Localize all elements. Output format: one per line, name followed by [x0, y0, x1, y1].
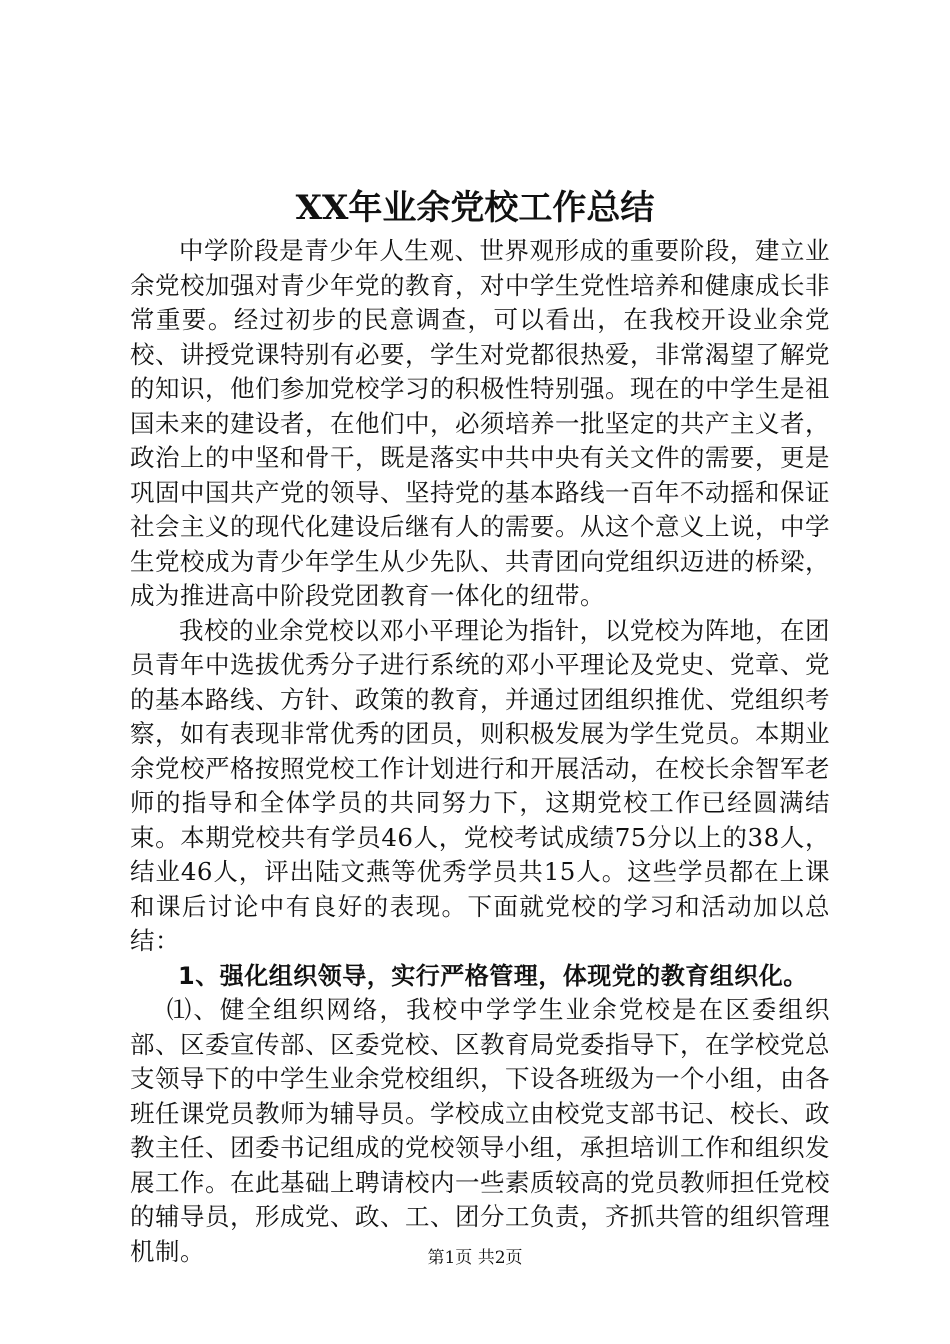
document-body: [130, 234, 830, 1269]
document-title: XX年业余党校工作总结: [295, 188, 655, 228]
page-footer: 第1页 共2页: [427, 1248, 523, 1268]
paragraph-organization: ⑴、健全组织网络，我校中学学生业余党校是在区委组织部、区委宣传部、区委党校、区教育局党委指导下，在学校党总支领导下的中学生业余党校组织，下设各班级为一个小组，由各班任课党员教师为辅导员。学校成立由校党支部书记、校长、政教主任、团委书记组成的党校领导小组，承担培训工作和组织发展工作。在此基础上聘请校内一些素质较高的党员教师担任党校的辅导员，形成党、政、工、团分工负责，齐抓共管的组织管理机制。: [130, 995, 830, 1266]
section-heading: 1、强化组织领导，实行严格管理，体现党的教育组织化。: [178, 961, 808, 990]
paragraph-overview: 我校的业余党校以邓小平理论为指针，以党校为阵地，在团员青年中选拔优秀分子进行系统的邓小平理论及党史、党章、党的基本路线、方针、政策的教育，并通过团组织推优、党组织考察，如有表现非常优秀的团员，则积极发展为学生党员。本期业余党校严格按照党校工作计划进行和开展活动，在校长余智军老师的指导和全体学员的共同努力下，这期党校工作已经圆满结束。本期党校共有学员46人，党校考试成绩75分以上的38人，结业46人，评出陆文燕等优秀学员共15人。这些学员都在上课和课后讨论中有良好的表现。下面就党校的学习和活动加以总结：: [130, 615, 830, 955]
paragraph-intro: 中学阶段是青少年人生观、世界观形成的重要阶段，建立业余党校加强对青少年党的教育，对中学生党性培养和健康成长非常重要。经过初步的民意调查，可以看出，在我校开设业余党校、讲授党课特别有必要，学生对党都很热爱，非常渴望了解党的知识，他们参加党校学习的积极性特别强。现在的中学生是祖国未来的建设者，在他们中，必须培养一批坚定的共产主义者，政治上的中坚和骨干，既是落实中共中央有关文件的需要，更是巩固中国共产党的领导、坚持党的基本路线一百年不动摇和保证社会主义的现代化建设后继有人的需要。从这个意义上说，中学生党校成为青少年学生从少先队、共青团向党组织迈进的桥梁，成为推进高中阶段党团教育一体化的纽带。: [130, 236, 830, 610]
